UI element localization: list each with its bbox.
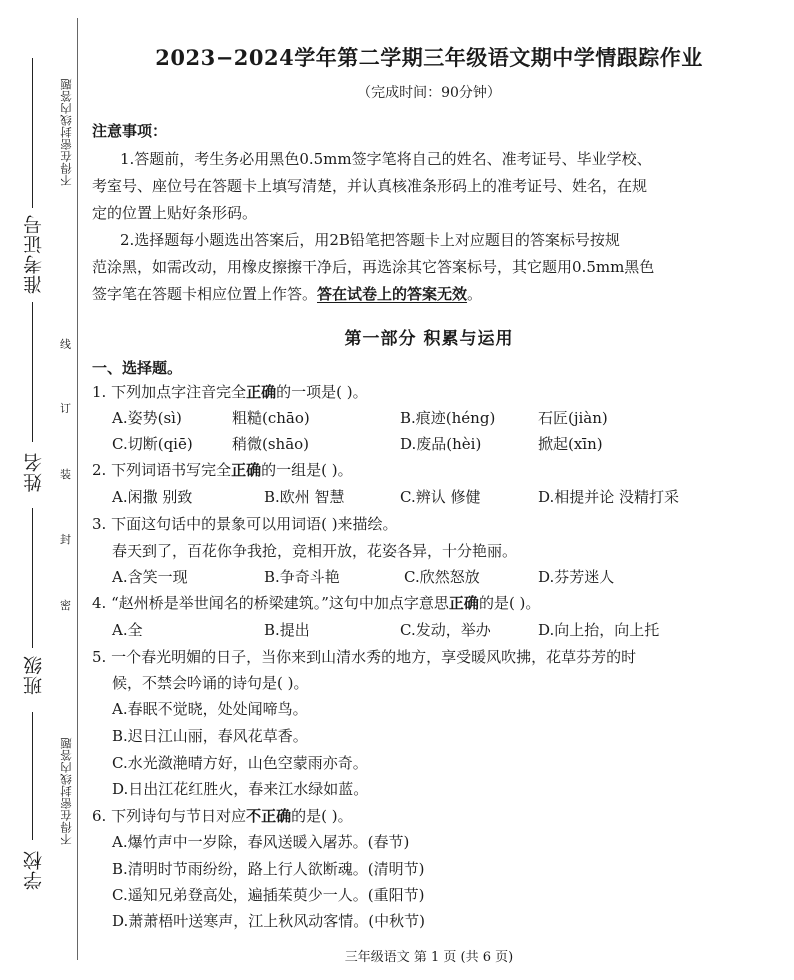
q1-option-a2: 粗糙(chāo) <box>232 409 310 427</box>
q3-option-c: C.欣然怒放 <box>404 568 480 586</box>
seal-notice-top: 不得在密封线内答题 <box>59 78 73 186</box>
question-4-tail: 的是( )。 <box>478 594 541 612</box>
q5-option-b: B.迟日江山丽，春风花草香。 <box>112 727 308 745</box>
q6-option-c: C.遥知兄弟登高处，遍插茱萸少一人。(重阳节) <box>112 886 425 904</box>
question-3: 3. 下面这句话中的景象可以用词语( )来描绘。 <box>92 515 398 533</box>
q3-option-d: D.芬芳迷人 <box>538 568 615 586</box>
question-4-text: 4. “赵州桥是举世闻名的桥梁建筑。”这句中加点字意思 <box>92 594 449 612</box>
question-6-text: 6. 下列诗句与节日对应 <box>92 807 247 825</box>
class-label: 班级 <box>23 655 45 695</box>
question-5: 5. 一个春光明媚的日子，当你来到山清水秀的地方，享受暖风吹拂，花草芬芳的时 <box>92 648 637 666</box>
question-2-keyword: 正确 <box>231 461 262 479</box>
question-6-tail: 的是( )。 <box>291 807 353 825</box>
question-2-tail: 的一组是( )。 <box>261 461 353 479</box>
q5-option-c: C.水光潋滟晴方好，山色空蒙雨亦奇。 <box>112 754 368 772</box>
question-4-keyword: 正确 <box>448 594 479 612</box>
q2-option-d: D.相提并论 没精打采 <box>538 488 680 506</box>
question-2 <box>92 459 353 480</box>
note-2-line-3 <box>92 283 482 304</box>
page-title: 2023−2024学年第二学期三年级语文期中学情跟踪作业 <box>155 45 703 70</box>
name-line <box>32 302 33 442</box>
q2-option-c: C.辨认 修健 <box>400 488 481 506</box>
seal-char-mi: 密 <box>60 599 71 612</box>
q3-option-a: A.含笑一现 <box>112 568 188 586</box>
q3-option-b: B.争奇斗艳 <box>264 568 340 586</box>
note-2-line-2: 范涂黑，如需改动，用橡皮擦擦干净后，再选涂其它答案标号，其它题用0.5mm黑色 <box>92 258 655 276</box>
school-line <box>32 712 33 840</box>
q6-option-a: A.爆竹声中一岁除，春风送暖入屠苏。(春节) <box>112 833 410 851</box>
binding-margin <box>0 0 92 980</box>
question-6-keyword: 不正确 <box>246 807 292 825</box>
q4-option-a: A.全 <box>112 621 143 639</box>
q1-option-a: A.姿势(sì) <box>112 409 182 427</box>
question-3-sentence: 春天到了，百花你争我抢，竞相开放，花姿各异，十分艳丽。 <box>112 542 518 560</box>
q6-option-d: D.萧萧梧叶送寒声，江上秋风动客情。(中秋节) <box>112 912 425 930</box>
note-2-line-3-text: 签字笔在答题卡相应位置上作答。 <box>92 285 318 303</box>
q4-option-b: B.提出 <box>264 621 310 639</box>
exam-number-line <box>32 58 33 208</box>
seal-line <box>77 18 78 960</box>
exam-number-label: 准考证号 <box>23 214 45 294</box>
seal-char-ding: 订 <box>60 402 71 415</box>
q1-option-c2: 稍微(shāo) <box>232 435 310 453</box>
q5-option-d: D.日出江花红胜火，春来江水绿如蓝。 <box>112 780 369 798</box>
seal-notice-bottom: 不得在密封线内答题 <box>59 737 73 845</box>
question-1 <box>92 381 368 402</box>
q2-option-b: B.欧州 智慧 <box>264 488 345 506</box>
name-label: 姓名 <box>23 452 45 492</box>
note-1-line-2: 考室号、座位号在答题卡上填写清楚，并认真核准条形码上的准考证号、姓名，在规 <box>92 177 648 195</box>
school-label: 学校 <box>23 850 45 890</box>
q1-option-d2: 掀起(xīn) <box>538 435 603 453</box>
seal-char-zhuang: 装 <box>60 468 71 481</box>
question-2-text: 2. 下列词语书写完全 <box>92 461 232 479</box>
seal-char-feng: 封 <box>60 533 71 546</box>
q2-option-a: A.闲撒 别致 <box>112 488 193 506</box>
note-1-line-3: 定的位置上贴好条形码。 <box>92 204 258 222</box>
question-6 <box>92 805 353 826</box>
q1-option-c: C.切断(qiē) <box>112 435 193 453</box>
note-2-line-1: 2.选择题每小题选出答案后，用2B铅笔把答题卡上对应题目的答案标号按规 <box>120 231 620 249</box>
note-2-line-3-end: 。 <box>467 285 483 303</box>
question-1-tail: 的一项是( )。 <box>276 383 368 401</box>
q5-option-a: A.春眠不觉晓，处处闻啼鸟。 <box>112 700 308 718</box>
note-1-line-1: 1.答题前，考生务必用黑色0.5mm签字笔将自己的姓名、准考证号、毕业学校、 <box>120 150 652 168</box>
part-one-heading: 一、选择题。 <box>92 359 183 377</box>
class-line <box>32 508 33 648</box>
time-limit: （完成时间：90分钟） <box>357 85 501 101</box>
question-1-text: 1. 下列加点字注音完全 <box>92 383 247 401</box>
q4-option-d: D.向上抬，向上托 <box>538 621 660 639</box>
notes-heading: 注意事项： <box>92 122 168 140</box>
question-1-keyword: 正确 <box>246 383 277 401</box>
question-5-cont: 候，不禁会吟诵的诗句是( )。 <box>112 674 309 692</box>
q1-option-b2: 石匠(jiàn) <box>538 409 608 427</box>
section-title: 第一部分 积累与运用 <box>344 329 514 349</box>
q1-option-d: D.废品(hèi) <box>400 435 482 453</box>
question-4 <box>92 592 540 613</box>
q4-option-c: C.发动，举办 <box>400 621 491 639</box>
page-footer: 三年级语文 第 1 页 (共 6 页) <box>344 950 514 965</box>
q1-option-b: B.痕迹(héng) <box>400 409 496 427</box>
invalid-answer-warning: 答在试卷上的答案无效 <box>317 285 468 303</box>
seal-char-xian: 线 <box>60 338 71 351</box>
q6-option-b: B.清明时节雨纷纷，路上行人欲断魂。(清明节) <box>112 860 425 878</box>
